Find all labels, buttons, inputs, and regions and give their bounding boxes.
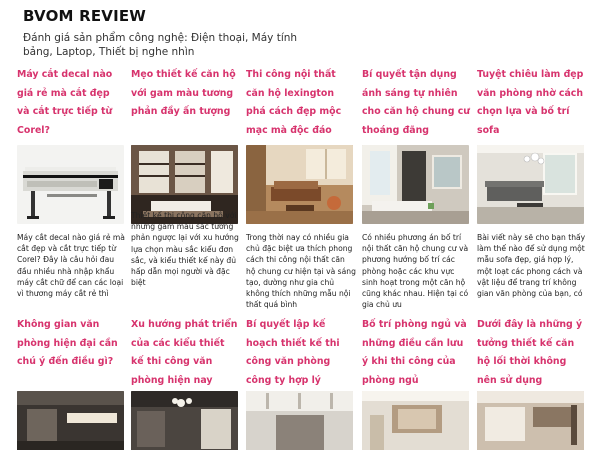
- post-title-link[interactable]: Dưới đây là những ý tưởng thiết kế căn hộ lối thời không nên sử dụng: [477, 319, 583, 386]
- post-title-link[interactable]: Xu hướng phát triển của các kiểu thiết kế thi công văn phòng hiện nay: [131, 319, 238, 386]
- post-card: [131, 316, 239, 390]
- post-card: [246, 316, 354, 390]
- post-card: [17, 316, 125, 372]
- post-thumbnail-company-office[interactable]: [246, 391, 353, 450]
- site-title[interactable]: BVOM REVIEW: [23, 7, 147, 25]
- post-title-link[interactable]: Không gian văn phòng hiện đại cần chú ý đến điều gì?: [17, 319, 118, 367]
- post-card: [131, 66, 239, 122]
- post-title-link[interactable]: Bí quyết tận dụng ánh sáng tự nhiên cho căn hộ chung cư thoáng đãng: [362, 69, 470, 136]
- post-card: [362, 316, 470, 390]
- post-excerpt: Bài viết này sẽ cho bạn thấy làm thế nào để sử dụng một mẫu sofa đẹp, giá hợp lý, một loạt các phong cách và vật liệu để trang trí không gian văn phòng của bạn, có: [477, 233, 586, 299]
- post-card: [362, 66, 470, 140]
- post-thumbnail-modern-office[interactable]: [17, 391, 124, 450]
- post-thumbnail-bedroom[interactable]: [362, 391, 469, 450]
- post-thumbnail-decal-cutter[interactable]: [17, 145, 124, 224]
- post-title-link[interactable]: Thi công nội thất căn hộ lexington phá cách đẹp mộc mạc mà độc đáo: [246, 69, 342, 136]
- post-title-link[interactable]: Máy cắt decal nào giá rẻ mà cắt đẹp và cắt trực tiếp từ Corel?: [17, 69, 113, 136]
- post-thumbnail-office-trend[interactable]: [131, 391, 238, 450]
- site-tagline: Đánh giá sản phẩm công nghệ: Điện thoại, Máy tính bảng, Laptop, Thiết bị nghe nhìn: [23, 32, 298, 58]
- post-thumbnail-lexington[interactable]: [246, 145, 353, 224]
- post-excerpt: Trong thời nay có nhiều gia chủ đặc biệt ưa thích phong cách thi công nội thất căn hộ chung cư hiện tại và sáng tạo, dường như gia chủ không thích những mẫu nội thất quá bình: [246, 233, 356, 310]
- post-excerpt: Thiết kế thi công căn hộ với những gam màu sắc tương phản ngược lại với xu hướng lựa chọn màu sắc kiểu đơn sắc, và kiểu thiết kế này đủ hấp dẫn mọi người và đặc biệt: [131, 211, 239, 288]
- post-title-link[interactable]: Tuyệt chiêu làm đẹp văn phòng nhờ cách chọn lựa và bố trí sofa: [477, 69, 584, 136]
- post-thumbnail-office-sofa[interactable]: [477, 145, 584, 224]
- post-card: [477, 316, 585, 390]
- post-card: [246, 66, 354, 140]
- post-card: [477, 66, 585, 140]
- post-title-link[interactable]: Bí quyết lập kế hoạch thiết kế thi công văn phòng công ty hợp lý: [246, 319, 340, 386]
- post-title-link[interactable]: Mẹo thiết kế căn hộ với gam màu tương phản đầy ấn tượng: [131, 69, 236, 117]
- post-card: [17, 66, 125, 140]
- post-thumbnail-apartment-ideas[interactable]: [477, 391, 584, 450]
- post-excerpt: Có nhiều phương án bố trí nội thất căn hộ chung cư và phương hướng bố trí các phòng hoặc các khu vực sinh hoạt trong một căn hộ cũng khác nhau. Hiện tại có gia chủ ưu: [362, 233, 469, 310]
- post-thumbnail-natural-light[interactable]: [362, 145, 469, 224]
- post-title-link[interactable]: Bố trí phòng ngủ và những điều cần lưu ý khi thi công của phòng ngủ: [362, 319, 467, 386]
- post-excerpt: Máy cắt decal nào giá rẻ mà cắt đẹp và cắt trực tiếp từ Corel? Đây là câu hỏi đau đầu nhiều nhà nhập khẩu máy cắt chữ để can các loại vì thương máy cắt rẻ thì: [17, 233, 125, 299]
